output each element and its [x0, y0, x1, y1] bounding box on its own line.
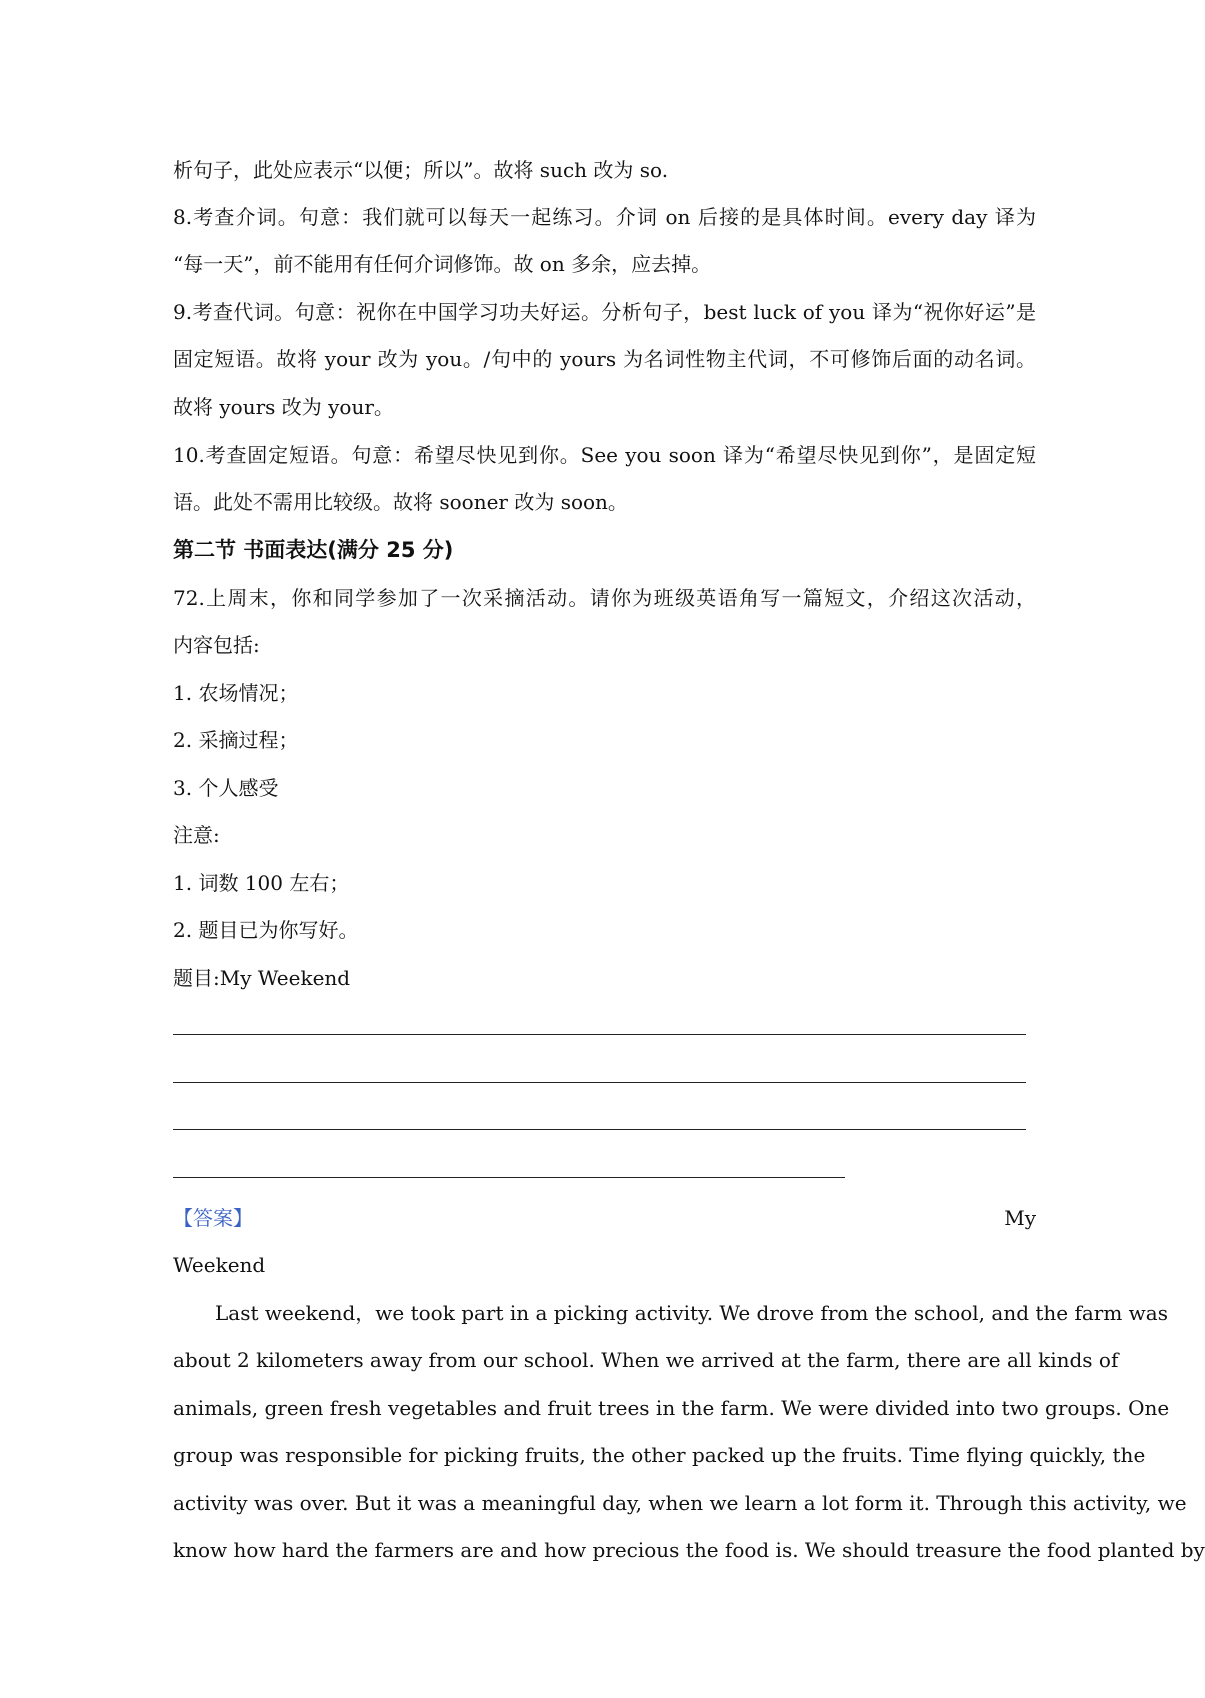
question-line: 1. 农场情况；: [173, 681, 299, 705]
explanation-line: 9.考查代词。句意：祝你在中国学习功夫好运。分析句子，best luck of you 译为“祝你好运”是: [173, 300, 1036, 324]
explanation-line: 10.考查固定短语。句意：希望尽快见到你。See you soon 译为“希望尽快见到你”，是固定短: [173, 443, 1036, 467]
question-line: 内容包括:: [173, 633, 260, 657]
answer-title-part: Weekend: [173, 1253, 266, 1277]
answer-blank-line: [173, 1177, 845, 1178]
explanation-line: 析句子，此处应表示“以便；所以”。故将 such 改为 so.: [173, 158, 669, 182]
question-line: 2. 采摘过程；: [173, 728, 299, 752]
explanation-line: 固定短语。故将 your 改为 you。/句中的 yours 为名词性物主代词，不可修饰后面的动名词。: [173, 347, 1036, 371]
essay-line: animals, green fresh vegetables and fruit trees in the farm. We were divided into two groups. One: [173, 1396, 1170, 1420]
explanation-line: 语。此处不需用比较级。故将 sooner 改为 soon。: [173, 490, 628, 514]
question-line: 1. 词数 100 左右；: [173, 871, 350, 895]
explanation-line: 故将 yours 改为 your。: [173, 395, 394, 419]
question-title: 题目:My Weekend: [173, 966, 351, 990]
essay-line: know how hard the farmers are and how precious the food is. We should treasure the food planted by: [173, 1538, 1205, 1562]
answer-blank-line: [173, 1082, 1026, 1083]
document-page: [173, 0, 1205, 1698]
answer-title-part: My: [1004, 1206, 1036, 1230]
essay-line: activity was over. But it was a meaningful day, when we learn a lot form it. Through this activity, we: [173, 1491, 1187, 1515]
question-line: 3. 个人感受: [173, 776, 279, 800]
explanation-line: “每一天”，前不能用有任何介词修饰。故 on 多余，应去掉。: [173, 252, 712, 276]
essay-line: about 2 kilometers away from our school. When we arrived at the farm, there are all kinds of: [173, 1348, 1119, 1372]
essay-line: Last weekend，we took part in a picking activity. We drove from the school, and the farm was: [215, 1301, 1168, 1325]
answer-label: 【答案】: [173, 1206, 253, 1230]
question-line: 注意:: [173, 823, 220, 847]
question-line: 2. 题目已为你写好。: [173, 918, 359, 942]
answer-blank-line: [173, 1034, 1026, 1035]
section-heading: 第二节 书面表达(满分 25 分): [173, 538, 454, 562]
question-line: 72.上周末，你和同学参加了一次采摘活动。请你为班级英语角写一篇短文，介绍这次活动，: [173, 586, 1036, 610]
answer-blank-line: [173, 1129, 1026, 1130]
explanation-line: 8.考查介词。句意：我们就可以每天一起练习。介词 on 后接的是具体时间。every day 译为: [173, 205, 1036, 229]
essay-line: group was responsible for picking fruits, the other packed up the fruits. Time flying quickly, the: [173, 1443, 1146, 1467]
